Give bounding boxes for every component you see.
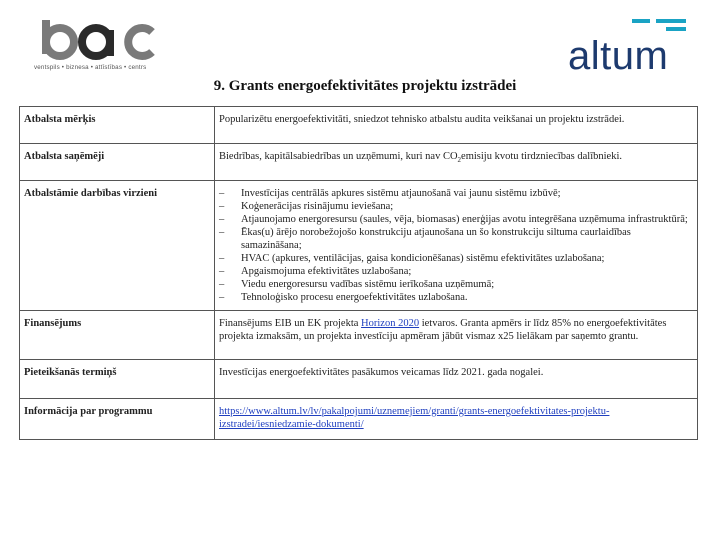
recipients-text-start: Biedrības, kapitālsabiedrības un uzņēmumi, kuri nav CO xyxy=(219,151,458,162)
altum-logo xyxy=(568,18,698,78)
row-value-activities xyxy=(215,181,698,311)
bac-logo-mark-icon xyxy=(34,18,164,64)
activities-list xyxy=(219,187,693,304)
list-item: – Atjaunojamo energoresursu (saules, vēja, biomasas) enerģijas avotu integrēšana uzņēmuma infrastruktūrā; xyxy=(219,213,693,226)
bac-logo xyxy=(34,18,164,76)
row-label-info: Informācija par programmu xyxy=(20,399,215,440)
financing-text-end: ietvaros. Granta apmērs ir līdz 85% no energoefektivitātes projekta izmaksām, un projekta investīciju apmēram jābūt vismaz x25 lielākam par saņemto grantu. xyxy=(219,318,667,342)
row-label-financing: Finansējums xyxy=(20,311,215,360)
recipients-subscript: 2 xyxy=(457,156,462,165)
row-label-goal: Atbalsta mērķis xyxy=(20,107,215,144)
page-title: 9. Grants energoefektivitātes projektu izstrādei xyxy=(213,78,517,94)
table-row-recipients xyxy=(20,144,698,181)
table-row-financing xyxy=(20,311,698,360)
list-item: – Investīcijas centrālās apkures sistēmu atjaunošanā vai jaunu sistēmu izbūvē; xyxy=(219,187,693,200)
row-value-term: Investīcijas energoefektivitātes pasākumos veicamas līdz 2021. gada nogalei. xyxy=(215,360,698,399)
table-row-activities xyxy=(20,181,698,311)
horizon-2020-link[interactable]: Horizon 2020 xyxy=(361,318,420,329)
row-value-recipients xyxy=(215,144,698,181)
list-item: – Apgaismojuma efektivitātes uzlabošana; xyxy=(219,265,693,278)
list-item: – Koģenerācijas risinājumu ieviešana; xyxy=(219,200,693,213)
row-value-financing xyxy=(215,311,698,360)
program-info-link[interactable]: https://www.altum.lv/lv/pakalpojumi/uznemejiem/granti/grants-energoefektivitates-projektu-izstradei/iesniedzamie-dokumenti/ xyxy=(219,406,610,430)
list-item: – Tehnoloģisko procesu energoefektivitātes uzlabošana. xyxy=(219,291,693,304)
bac-logo-tagline: ventspils • biznesa • attīstības • centrs xyxy=(34,64,147,71)
list-item: – Viedu energoresursu vadības sistēmu ierīkošana uzņēmumā; xyxy=(219,278,693,291)
grant-info-table xyxy=(19,106,698,440)
row-value-info xyxy=(215,399,698,440)
list-item: – Ēkas(u) ārējo norobežojošo konstrukciju atjaunošana un šo konstrukciju siltuma caurlaidības samazināšana; xyxy=(219,226,693,252)
financing-text-start: Finansējums EIB un EK projekta xyxy=(219,318,362,329)
table-row-info xyxy=(20,399,698,440)
row-value-goal: Popularizētu energoefektivitāti, sniedzot tehnisko atbalstu audita veikšanai un projektu izstrādei. xyxy=(215,107,698,144)
recipients-text-end: emisiju kvotu tirdzniecības dalībnieki. xyxy=(461,151,623,162)
table-row-term xyxy=(20,360,698,399)
table-row-goal xyxy=(20,107,698,144)
row-label-activities: Atbalstāmie darbības virzieni xyxy=(20,181,215,311)
row-label-term: Pieteikšanās termiņš xyxy=(20,360,215,399)
row-label-recipients: Atbalsta saņēmēji xyxy=(20,144,215,181)
altum-logo-dashes-icon xyxy=(630,18,690,32)
altum-logo-wordmark: altum xyxy=(568,34,669,78)
list-item: – HVAC (apkures, ventilācijas, gaisa kondicionēšanas) sistēmu efektivitātes uzlabošana; xyxy=(219,252,693,265)
